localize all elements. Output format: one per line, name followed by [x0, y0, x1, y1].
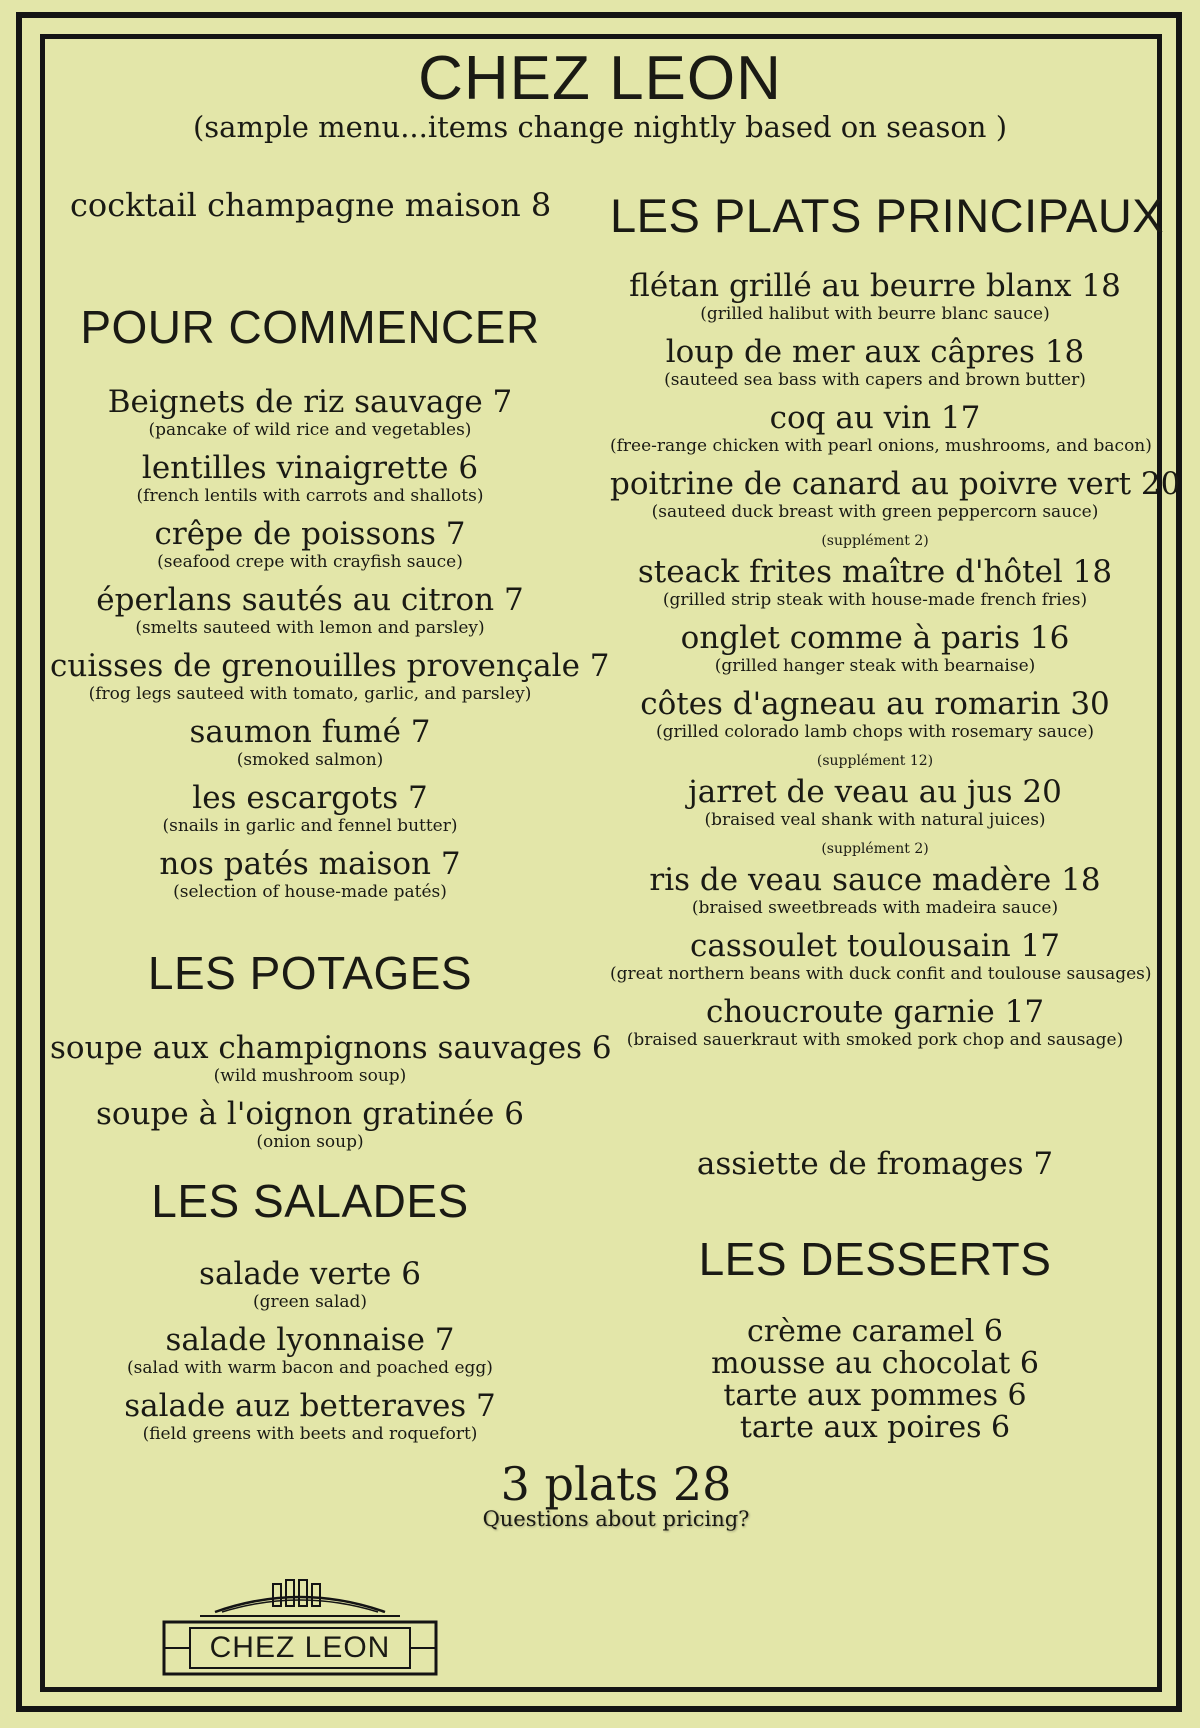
item-name: flétan grillé au beurre blanx 18	[629, 268, 1121, 304]
item-desc: (pancake of wild rice and vegetables)	[148, 420, 472, 440]
list-item	[610, 466, 1181, 550]
item-name: choucroute garnie 17	[705, 994, 1045, 1030]
item-name: Beignets de riz sauvage 7	[107, 384, 513, 420]
item-supplement: (supplément 2)	[821, 533, 929, 549]
item-supplement: (supplément 2)	[821, 841, 929, 857]
item-name: lentilles vinaigrette 6	[141, 450, 479, 486]
item-desc: (grilled hanger steak with bearnaise)	[714, 656, 1036, 676]
list-item: crème caramel 6	[747, 1314, 1003, 1349]
item-name: cuisses de grenouilles provençale 7	[50, 648, 610, 684]
section-title-soups: LES POTAGES	[147, 947, 473, 999]
item-desc: (frog legs sauteed with tomato, garlic, and parsley)	[88, 684, 532, 704]
list-item	[50, 384, 570, 441]
item-name: salade auz betteraves 7	[124, 1388, 496, 1424]
list-item: tarte aux pommes 6	[723, 1378, 1027, 1413]
item-desc: (free-range chicken with pearl onions, mushrooms, and bacon)	[610, 436, 1152, 456]
item-desc: (seafood crepe with crayfish sauce)	[157, 552, 463, 572]
list-item	[50, 780, 570, 837]
item-desc: (sauteed sea bass with capers and brown butter)	[664, 370, 1086, 390]
desserts-list	[610, 1316, 1140, 1444]
mains-list	[610, 268, 1181, 1060]
list-item	[50, 1256, 570, 1313]
logo-text: CHEZ LEON	[209, 1631, 391, 1664]
item-desc: (wild mushroom soup)	[213, 1066, 407, 1086]
item-name: jarret de veau au jus 20	[688, 774, 1062, 810]
list-item	[610, 620, 1140, 677]
list-item	[610, 400, 1152, 457]
item-name: steack frites maître d'hôtel 18	[637, 554, 1113, 590]
list-item	[610, 994, 1140, 1051]
item-desc: (braised sweetbreads with madeira sauce)	[691, 898, 1059, 918]
item-desc: (grilled strip steak with house-made french fries)	[662, 590, 1088, 610]
section-title-salads: LES SALADES	[151, 1175, 469, 1227]
list-item	[610, 268, 1140, 325]
item-name: crêpe de poissons 7	[154, 516, 466, 552]
item-desc: (snails in garlic and fennel butter)	[162, 816, 458, 836]
item-supplement: (supplément 12)	[816, 753, 934, 769]
item-name: les escargots 7	[192, 780, 428, 816]
cocktail-item: cocktail champagne maison 8	[70, 186, 552, 224]
item-name: onglet comme à paris 16	[680, 620, 1070, 656]
item-name: saumon fumé 7	[189, 714, 431, 750]
cheese-item: assiette de fromages 7	[696, 1146, 1054, 1182]
prix-fixe	[0, 1458, 1200, 1532]
list-item	[50, 1388, 570, 1445]
starters-list	[50, 384, 610, 912]
item-name: poitrine de canard au poivre vert 20	[610, 466, 1181, 502]
section-title-mains: LES PLATS PRINCIPAUX	[610, 189, 1165, 242]
list-item	[50, 516, 570, 573]
list-item: mousse au chocolat 6	[711, 1346, 1039, 1381]
item-name: soupe aux champignons sauvages 6	[50, 1030, 612, 1066]
list-item	[50, 846, 570, 903]
item-name: soupe à l'oignon gratinée 6	[96, 1096, 524, 1132]
list-item	[50, 1322, 570, 1379]
item-name: nos patés maison 7	[159, 846, 461, 882]
item-name: salade lyonnaise 7	[165, 1322, 455, 1358]
prix-fixe-price: 3 plats 28	[500, 1457, 732, 1511]
item-desc: (salad with warm bacon and poached egg)	[127, 1358, 493, 1378]
item-desc: (french lentils with carrots and shallots)	[136, 486, 484, 506]
item-name: salade verte 6	[199, 1256, 421, 1292]
chez-leon-logo	[160, 1578, 440, 1678]
list-item	[610, 774, 1140, 858]
pricing-question: Questions about pricing?	[482, 1507, 750, 1531]
restaurant-title: CHEZ LEON	[418, 44, 782, 113]
list-item	[610, 334, 1140, 391]
soups-list	[50, 1030, 612, 1162]
list-item	[50, 1030, 612, 1087]
list-item	[50, 450, 570, 507]
list-item	[610, 862, 1140, 919]
item-name: éperlans sautés au citron 7	[96, 582, 524, 618]
section-title-desserts: LES DESSERTS	[698, 1233, 1052, 1285]
item-name: cassoulet toulousain 17	[689, 928, 1061, 964]
item-name: côtes d'agneau au romarin 30	[640, 686, 1110, 722]
list-item	[610, 686, 1140, 770]
item-desc: (braised sauerkraut with smoked pork chop and sausage)	[626, 1030, 1124, 1050]
list-item	[50, 582, 570, 639]
section-title-starters: POUR COMMENCER	[80, 301, 540, 353]
item-desc: (smoked salmon)	[236, 750, 384, 770]
item-name: ris de veau sauce madère 18	[649, 862, 1101, 898]
item-desc: (field greens with beets and roquefort)	[142, 1424, 478, 1444]
list-item	[610, 928, 1152, 985]
item-desc: (selection of house-made patés)	[173, 882, 447, 902]
list-item: tarte aux poires 6	[739, 1410, 1011, 1445]
item-desc: (grilled colorado lamb chops with rosemary sauce)	[656, 722, 1094, 742]
list-item	[610, 554, 1140, 611]
list-item	[50, 1096, 570, 1153]
list-item	[50, 714, 570, 771]
menu-header	[0, 44, 1200, 144]
item-desc: (braised veal shank with natural juices)	[704, 810, 1046, 830]
item-desc: (sauteed duck breast with green peppercorn sauce)	[651, 502, 1099, 522]
item-name: loup de mer aux câpres 18	[665, 334, 1085, 370]
item-desc: (grilled halibut with beurre blanc sauce)	[700, 304, 1050, 324]
item-desc: (smelts sauteed with lemon and parsley)	[135, 618, 485, 638]
item-desc: (green salad)	[252, 1292, 368, 1312]
item-desc: (great northern beans with duck confit and toulouse sausages)	[610, 964, 1152, 984]
item-name: coq au vin 17	[769, 400, 981, 436]
item-desc: (onion soup)	[256, 1132, 364, 1152]
salads-list	[50, 1256, 570, 1454]
list-item	[50, 648, 610, 705]
menu-subtitle: (sample menu...items change nightly based on season )	[192, 110, 1008, 144]
